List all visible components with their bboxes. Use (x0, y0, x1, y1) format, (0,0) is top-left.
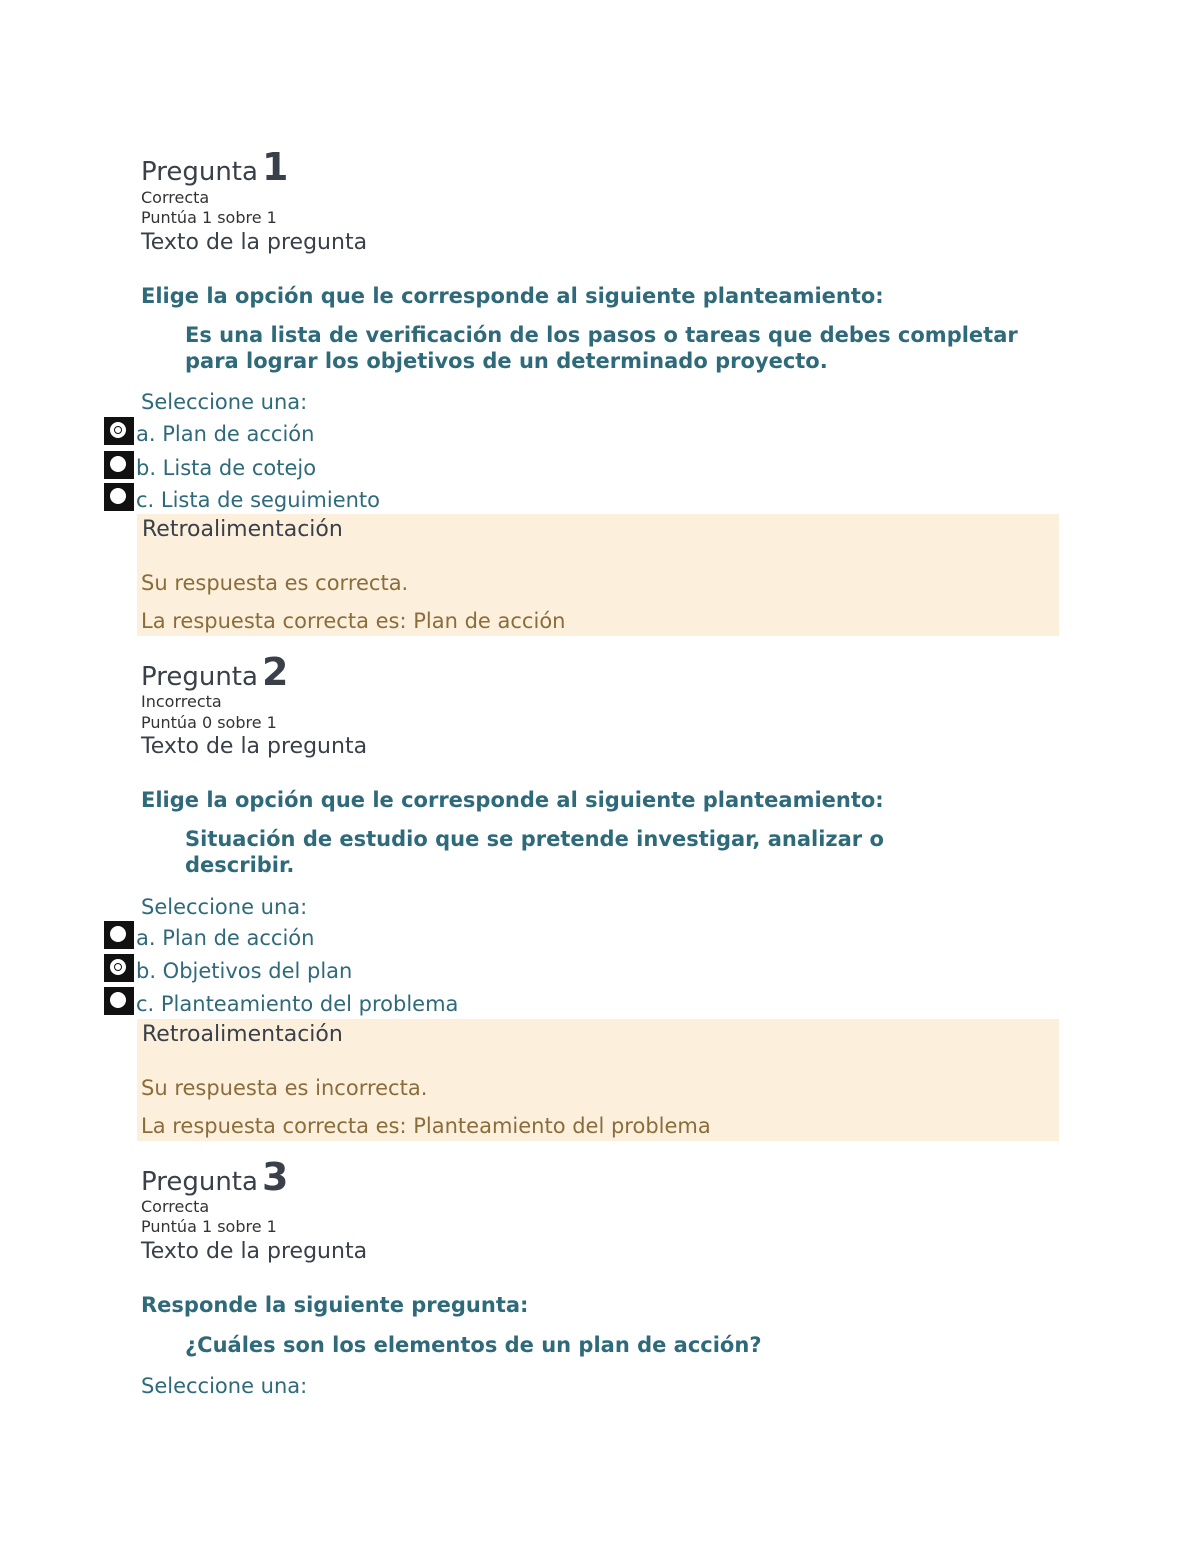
question-2-prompt: Elige la opción que le corresponde al siguiente planteamiento: (141, 788, 884, 812)
feedback-result: Su respuesta es incorrecta. (141, 1076, 428, 1100)
question-1-state: Correcta (141, 188, 210, 207)
radio-button[interactable] (104, 483, 134, 511)
question-1-select-label: Seleccione una: (141, 390, 308, 414)
question-3-state: Correcta (141, 1197, 210, 1216)
radio-button-selected[interactable] (104, 417, 134, 445)
question-number: 1 (261, 145, 289, 189)
feedback-correct-answer: La respuesta correcta es: Plan de acción (141, 609, 566, 633)
feedback-title: Retroalimentación (142, 517, 343, 542)
question-1-option-c[interactable] (104, 482, 380, 512)
radio-button[interactable] (104, 987, 134, 1015)
question-1-option-a[interactable] (104, 416, 314, 446)
question-1-feedback (137, 514, 1059, 636)
question-2-option-b[interactable] (104, 953, 352, 983)
question-2-state: Incorrecta (141, 692, 222, 711)
question-title-word: Pregunta (141, 662, 258, 692)
question-1-grade: Puntúa 1 sobre 1 (141, 208, 277, 227)
option-label[interactable]: b. Lista de cotejo (136, 456, 317, 480)
question-2-select-label: Seleccione una: (141, 895, 308, 919)
question-2-grade: Puntúa 0 sobre 1 (141, 713, 277, 732)
option-label[interactable]: b. Objetivos del plan (136, 959, 353, 983)
question-1-option-b[interactable] (104, 450, 316, 480)
option-label[interactable]: a. Plan de acción (136, 926, 315, 950)
question-title-word: Pregunta (141, 157, 258, 187)
feedback-correct-answer: La respuesta correcta es: Planteamiento del problema (141, 1114, 711, 1138)
question-3-title (141, 1155, 289, 1199)
question-3-grade: Puntúa 1 sobre 1 (141, 1217, 277, 1236)
radio-button[interactable] (104, 921, 134, 949)
question-1-statement: Es una lista de verificación de los pasos o tareas que debes completar para lograr los objetivos de un determinado proyecto. (185, 323, 1018, 373)
option-label[interactable]: c. Lista de seguimiento (136, 488, 381, 512)
option-label[interactable]: c. Planteamiento del problema (136, 992, 459, 1016)
question-1-title (141, 145, 289, 189)
question-1-prompt: Elige la opción que le corresponde al siguiente planteamiento: (141, 284, 884, 308)
question-3-text-label: Texto de la pregunta (141, 1239, 368, 1264)
question-3-select-label: Seleccione una: (141, 1374, 308, 1398)
radio-button[interactable] (104, 451, 134, 479)
question-3-prompt: Responde la siguiente pregunta: (141, 1293, 529, 1317)
question-2-text-label: Texto de la pregunta (141, 734, 368, 759)
question-2-option-c[interactable] (104, 986, 458, 1016)
question-number: 2 (261, 650, 289, 694)
feedback-result: Su respuesta es correcta. (141, 571, 409, 595)
question-2-title (141, 650, 289, 694)
option-label[interactable]: a. Plan de acción (136, 422, 315, 446)
question-title-word: Pregunta (141, 1167, 258, 1197)
question-2-option-a[interactable] (104, 920, 314, 950)
question-2-statement: Situación de estudio que se pretende investigar, analizar o describir. (185, 827, 884, 877)
feedback-title: Retroalimentación (142, 1022, 343, 1047)
question-1-text-label: Texto de la pregunta (141, 230, 368, 255)
radio-button-selected[interactable] (104, 954, 134, 982)
question-3-statement: ¿Cuáles son los elementos de un plan de acción? (185, 1333, 762, 1357)
question-2-feedback (137, 1019, 1059, 1141)
question-number: 3 (261, 1155, 289, 1199)
